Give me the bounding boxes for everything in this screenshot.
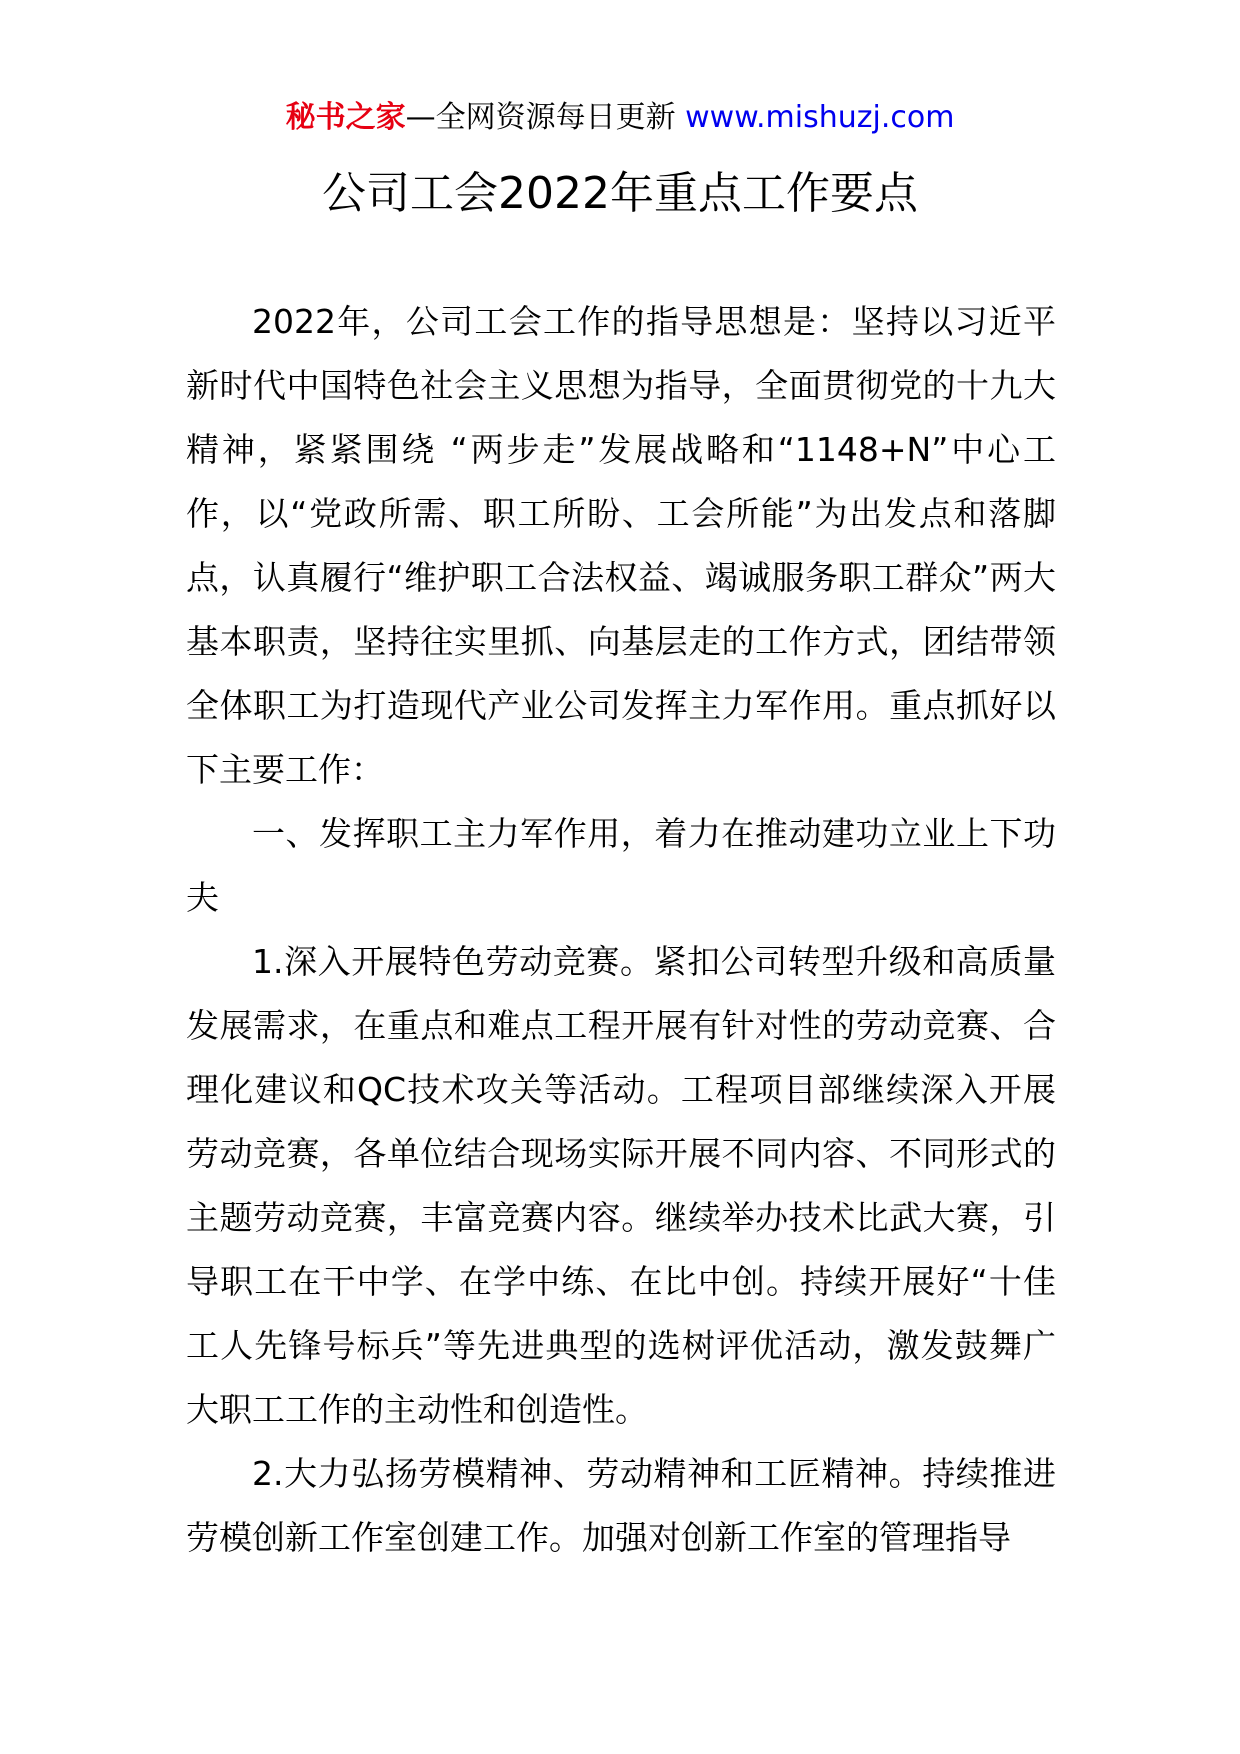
site-tagline: —全网资源每日更新: [405, 100, 676, 135]
document-title: 公司工会2022年重点工作要点: [322, 168, 918, 219]
section-heading-1: 一、发挥职工主力军作用，着力在推动建功立业上下功夫: [186, 814, 1056, 917]
site-header: [0, 98, 1240, 138]
intro-paragraph: 2022年，公司工会工作的指导思想是：坚持以习近平新时代中国特色社会主义思想为指导，全面贯彻党的十九大精神，紧紧围绕 “两步走”发展战略和“1148+N”中心工作，以“党政所需、职工所盼、工会所能”为出发点和落脚点，认真履行“维护职工合法权益、竭诚服务职工群众”两大基本职责，坚持往实里抓、向基层走的工作方式，团结带领全体职工为打造现代产业公司发挥主力军作用。重点抓好以下主要工作：: [186, 302, 1056, 789]
document-body: [186, 290, 1056, 1570]
item-paragraph-1: 1.深入开展特色劳动竞赛。紧扣公司转型升级和高质量发展需求，在重点和难点工程开展有针对性的劳动竞赛、合理化建议和QC技术攻关等活动。工程项目部继续深入开展劳动竞赛，各单位结合现场实际开展不同内容、不同形式的主题劳动竞赛，丰富竞赛内容。继续举办技术比武大赛，引导职工在干中学、在学中练、在比中创。持续开展好“十佳工人先锋号标兵”等先进典型的选树评优活动，激发鼓舞广大职工工作的主动性和创造性。: [186, 942, 1056, 1429]
item-paragraph-2: 2.大力弘扬劳模精神、劳动精神和工匠精神。持续推进劳模创新工作室创建工作。加强对创新工作室的管理指导: [186, 1454, 1056, 1557]
site-brand: 秘书之家: [285, 100, 406, 135]
site-url-link[interactable]: www.mishuzj.com: [685, 100, 955, 135]
